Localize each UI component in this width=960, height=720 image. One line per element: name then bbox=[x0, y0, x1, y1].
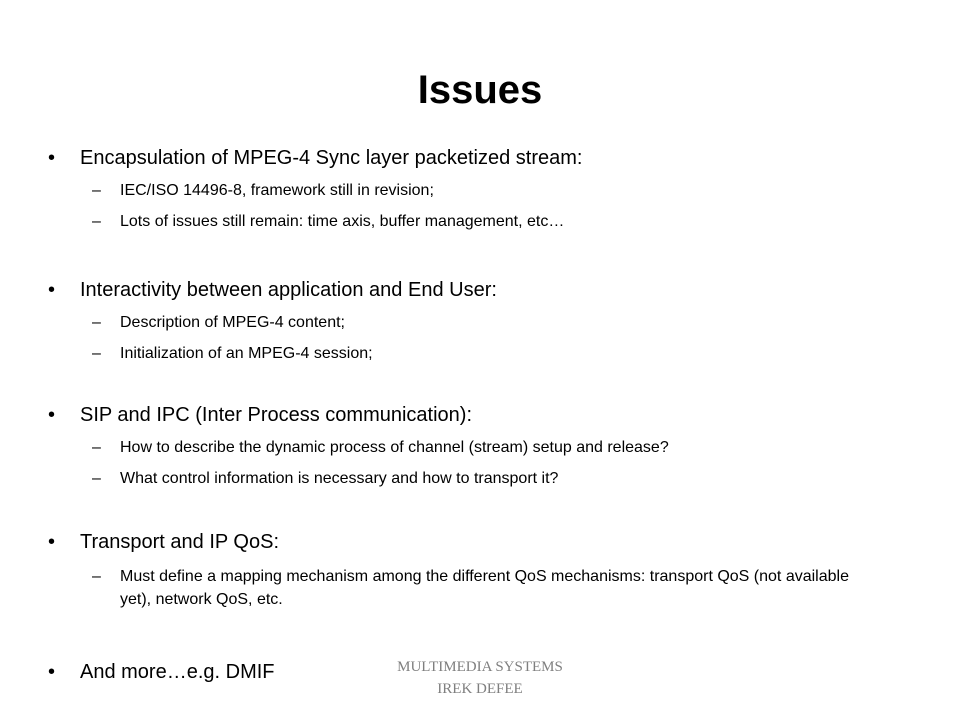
sub-text: Lots of issues still remain: time axis, buffer management, etc… bbox=[120, 213, 565, 230]
dash-icon: – bbox=[92, 439, 101, 456]
dash-icon: – bbox=[92, 314, 101, 331]
sub-text: How to describe the dynamic process of channel (stream) setup and release? bbox=[120, 439, 669, 456]
bullet-text: And more…e.g. DMIF bbox=[80, 661, 275, 683]
slide-title: Issues bbox=[417, 68, 543, 112]
bullet-icon: • bbox=[48, 404, 56, 426]
sub-text: IEC/ISO 14496-8, framework still in revision; bbox=[120, 182, 434, 199]
sub-text: Description of MPEG-4 content; bbox=[120, 314, 345, 331]
dash-icon: – bbox=[92, 213, 101, 230]
bullet-text: Encapsulation of MPEG-4 Sync layer packetized stream: bbox=[80, 147, 583, 169]
dash-icon: – bbox=[92, 182, 101, 199]
dash-icon: – bbox=[92, 470, 101, 487]
sub-text: Must define a mapping mechanism among the different QoS mechanisms: transport QoS (not available yet), network QoS, etc. bbox=[120, 568, 849, 608]
footer-line-2: IREK DEFEE bbox=[437, 681, 523, 697]
bullet-text: Transport and IP QoS: bbox=[80, 531, 279, 553]
sub-text: What control information is necessary and how to transport it? bbox=[120, 470, 559, 487]
sub-text: Initialization of an MPEG-4 session; bbox=[120, 345, 373, 362]
slide-footer bbox=[300, 656, 660, 700]
dash-icon: – bbox=[92, 568, 101, 585]
dash-icon: – bbox=[92, 345, 101, 362]
bullet-text: Interactivity between application and End User: bbox=[80, 279, 497, 301]
bullet-icon: • bbox=[48, 531, 56, 553]
footer-line-1: MULTIMEDIA SYSTEMS bbox=[397, 659, 563, 675]
bullet-icon: • bbox=[48, 661, 56, 683]
bullet-text: SIP and IPC (Inter Process communication): bbox=[80, 404, 473, 426]
bullet-icon: • bbox=[48, 279, 56, 301]
bullet-icon: • bbox=[48, 147, 56, 169]
